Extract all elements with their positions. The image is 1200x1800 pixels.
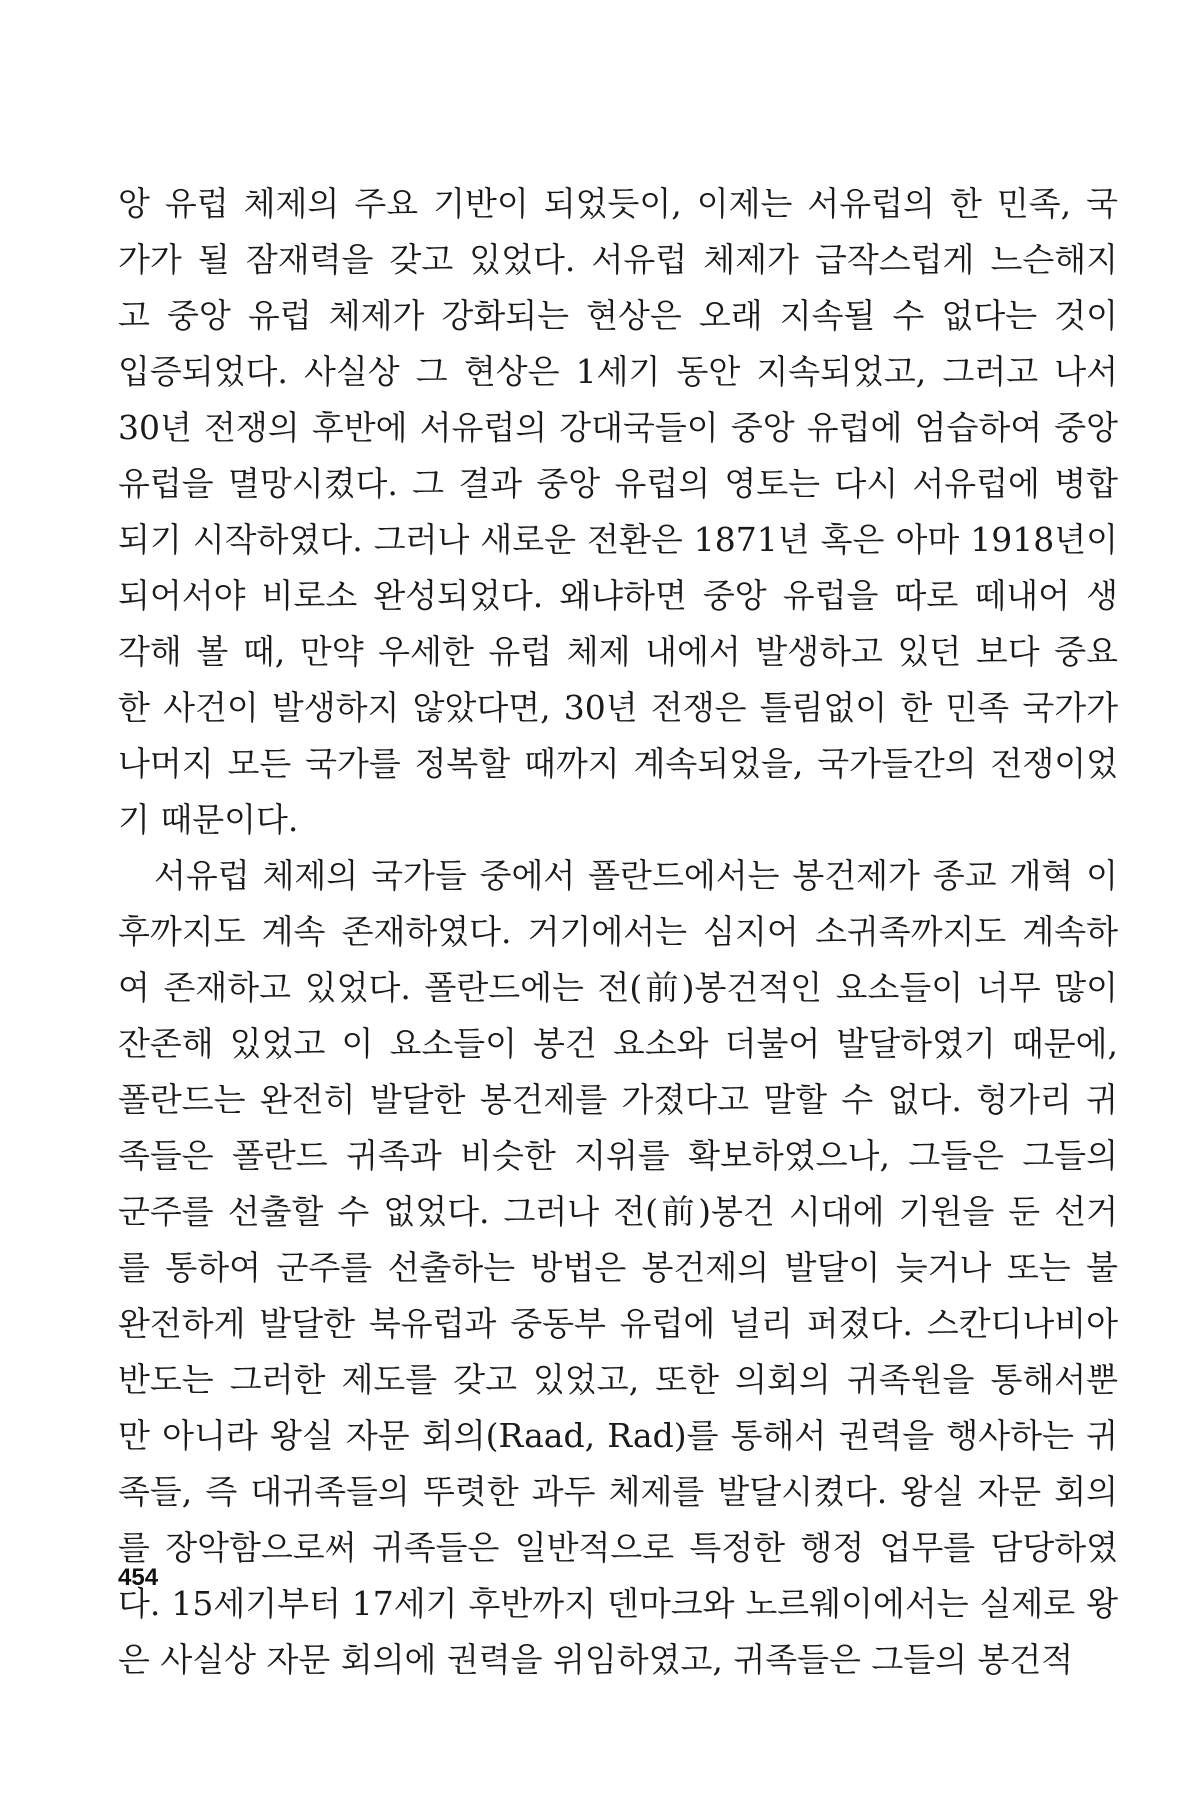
text-line: 폴란드는 완전히 발달한 봉건제를 가졌다고 말할 수 없다. 헝가리 귀 (118, 1080, 1118, 1119)
text-line: 고 중앙 유럽 체제가 강화되는 현상은 오래 지속될 수 없다는 것이 (118, 296, 1118, 335)
text-line: 서유럽 체제의 국가들 중에서 폴란드에서는 봉건제가 종교 개혁 이 (154, 856, 1118, 895)
text-line: 여 존재하고 있었다. 폴란드에는 전(前)봉건적인 요소들이 너무 많이 (118, 968, 1118, 1007)
text-line: 만 아니라 왕실 자문 회의(Raad, Rad)를 통해서 권력을 행사하는 귀 (118, 1416, 1118, 1455)
text-line: 족들, 즉 대귀족들의 뚜렷한 과두 체제를 발달시켰다. 왕실 자문 회의 (118, 1472, 1118, 1511)
text-line: 군주를 선출할 수 없었다. 그러나 전(前)봉건 시대에 기원을 둔 선거 (118, 1192, 1118, 1231)
text-line: 한 사건이 발생하지 않았다면, 30년 전쟁은 틀림없이 한 민족 국가가 (118, 688, 1118, 727)
text-line: 유럽을 멸망시켰다. 그 결과 중앙 유럽의 영토는 다시 서유럽에 병합 (118, 464, 1118, 503)
text-line: 잔존해 있었고 이 요소들이 봉건 요소와 더불어 발달하였기 때문에, (118, 1024, 1118, 1063)
text-line: 앙 유럽 체제의 주요 기반이 되었듯이, 이제는 서유럽의 한 민족, 국 (118, 184, 1118, 223)
paragraph-2 (118, 848, 1118, 1688)
text-line: 후까지도 계속 존재하였다. 거기에서는 심지어 소귀족까지도 계속하 (118, 912, 1118, 951)
text-line: 다. 15세기부터 17세기 후반까지 덴마크와 노르웨이에서는 실제로 왕 (118, 1584, 1118, 1623)
paragraph-1 (118, 176, 1118, 848)
text-line: 반도는 그러한 제도를 갖고 있었고, 또한 의회의 귀족원을 통해서뿐 (118, 1360, 1118, 1399)
text-line: 가가 될 잠재력을 갖고 있었다. 서유럽 체제가 급작스럽게 느슨해지 (118, 240, 1118, 279)
text-line: 를 장악함으로써 귀족들은 일반적으로 특정한 행정 업무를 담당하였 (118, 1528, 1118, 1567)
text-line: 기 때문이다. (118, 800, 299, 839)
text-line: 은 사실상 자문 회의에 권력을 위임하였고, 귀족들은 그들의 봉건적 (118, 1640, 1074, 1679)
text-line: 각해 볼 때, 만약 우세한 유럽 체제 내에서 발생하고 있던 보다 중요 (118, 632, 1118, 671)
page-body (118, 176, 1118, 1688)
text-line: 족들은 폴란드 귀족과 비슷한 지위를 확보하였으나, 그들은 그들의 (118, 1136, 1118, 1175)
text-line: 나머지 모든 국가를 정복할 때까지 계속되었을, 국가들간의 전쟁이었 (118, 744, 1118, 783)
text-line: 완전하게 발달한 북유럽과 중동부 유럽에 널리 퍼졌다. 스칸디나비아 (118, 1304, 1118, 1343)
text-line: 입증되었다. 사실상 그 현상은 1세기 동안 지속되었고, 그러고 나서 (118, 352, 1118, 391)
page-number: 454 (118, 1564, 159, 1591)
text-line: 되기 시작하였다. 그러나 새로운 전환은 1871년 혹은 아마 1918년이 (118, 520, 1118, 559)
text-line: 30년 전쟁의 후반에 서유럽의 강대국들이 중앙 유럽에 엄습하여 중앙 (118, 408, 1118, 447)
text-line: 되어서야 비로소 완성되었다. 왜냐하면 중앙 유럽을 따로 떼내어 생 (118, 576, 1118, 615)
text-line: 를 통하여 군주를 선출하는 방법은 봉건제의 발달이 늦거나 또는 불 (118, 1248, 1118, 1287)
